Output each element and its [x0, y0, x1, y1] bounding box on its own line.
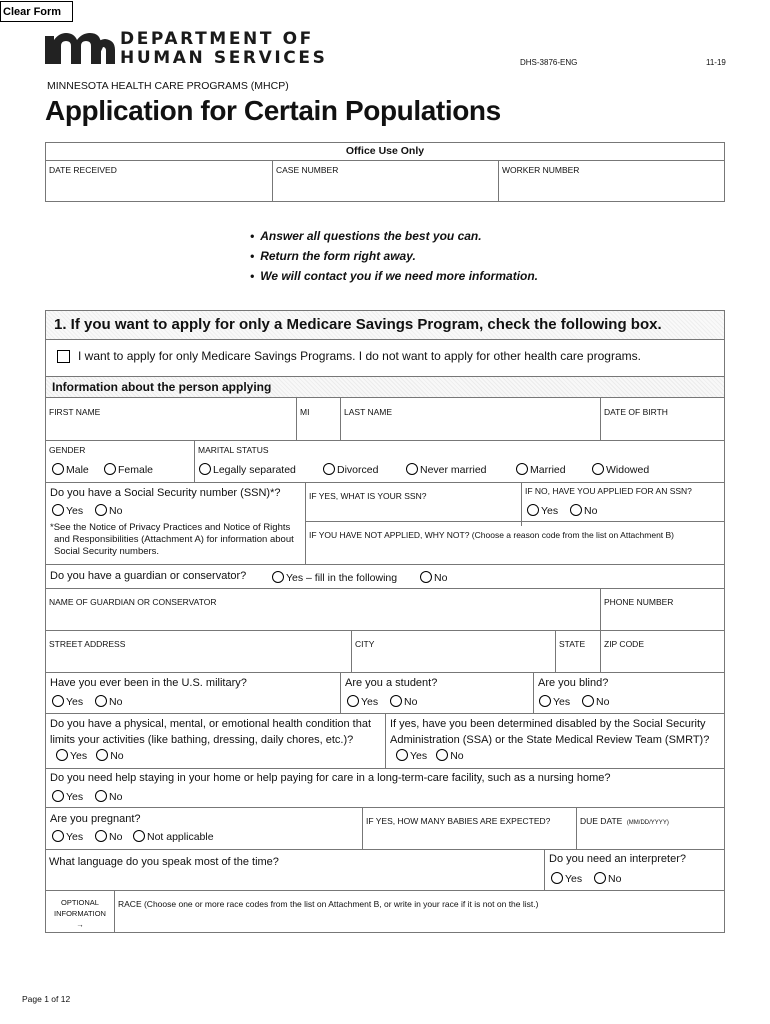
ssn-reason-field[interactable] — [309, 525, 723, 563]
military-no-radio[interactable] — [95, 695, 107, 707]
disabled-yes-radio[interactable] — [396, 749, 408, 761]
guardian-question: Do you have a guardian or conservator? — [50, 570, 247, 582]
guardian-name-field[interactable] — [49, 592, 597, 628]
ssn-yes-option[interactable] — [52, 504, 83, 517]
ltc-yes-option[interactable] — [52, 790, 83, 803]
condition-disability-row — [45, 714, 725, 769]
married-option[interactable] — [516, 463, 566, 476]
info-heading: Information about the person applying — [45, 376, 725, 398]
ssn-number-label: IF YES, WHAT IS YOUR SSN? — [309, 491, 427, 501]
pregnant-na-option[interactable] — [133, 830, 214, 843]
blind-no-option[interactable] — [582, 695, 609, 708]
student-yes-radio[interactable] — [347, 695, 359, 707]
student-yes-label: Yes — [361, 696, 379, 708]
department-name — [120, 30, 327, 68]
legally-separated-label: Legally separated — [213, 464, 296, 476]
guardian-row — [45, 565, 725, 589]
guardian-phone-field[interactable] — [604, 592, 722, 628]
street-address-label: STREET ADDRESS — [49, 639, 126, 649]
case-number-field[interactable] — [272, 161, 498, 202]
disabled-question-text: If yes, have you been determined disabled by the Social Security Administration (SSA) or the State Medical Review Team (SMRT)? — [390, 718, 710, 746]
ssn-applied-yes-option[interactable] — [527, 504, 558, 517]
military-student-blind-row — [45, 673, 725, 714]
street-address-field[interactable] — [49, 634, 349, 670]
page-title: Application for Certain Populations — [45, 95, 501, 126]
ssn-reason-label: IF YOU HAVE NOT APPLIED, WHY NOT? (Choose a reason code from the list on Attachment B) — [309, 530, 675, 540]
condition-no-option[interactable] — [96, 750, 123, 762]
clear-form-button[interactable]: Clear Form — [0, 1, 73, 22]
race-field[interactable] — [118, 894, 722, 930]
military-no-option[interactable] — [95, 695, 122, 708]
state-label: STATE — [559, 639, 586, 649]
male-option[interactable] — [52, 463, 89, 476]
due-date-format: (MM/DD/YYYY) — [626, 820, 669, 826]
date-received-field[interactable] — [46, 161, 272, 202]
pregnant-no-radio[interactable] — [95, 830, 107, 842]
blind-question: Are you blind? — [538, 677, 609, 689]
form-code: DHS-3876-ENG — [520, 58, 578, 67]
married-radio[interactable] — [516, 463, 528, 475]
pregnant-no-label: No — [109, 831, 123, 843]
gender-marital-row — [45, 441, 725, 483]
condition-yes-label: Yes — [70, 750, 88, 762]
ssn-applied-yes-label: Yes — [541, 505, 559, 517]
name-row — [45, 398, 725, 441]
female-radio[interactable] — [104, 463, 116, 475]
student-no-option[interactable] — [390, 695, 417, 708]
student-yes-option[interactable] — [347, 695, 378, 708]
optional-information-label — [49, 897, 111, 930]
state-field[interactable] — [559, 634, 598, 670]
due-date-label: DUE DATE — [580, 816, 623, 826]
language-question: What language do you speak most of the time? — [49, 856, 279, 868]
pregnant-na-radio[interactable] — [133, 830, 145, 842]
never-married-option[interactable] — [406, 463, 487, 476]
section-1-heading: 1. If you want to apply for only a Medicare Savings Program, check the following box. — [45, 310, 725, 340]
condition-no-radio[interactable] — [96, 749, 108, 761]
ssn-yes-label: Yes — [66, 505, 84, 517]
city-field[interactable] — [355, 634, 553, 670]
ssn-applied-no-option[interactable] — [570, 504, 597, 517]
widowed-label: Widowed — [606, 464, 650, 476]
military-no-label: No — [109, 696, 123, 708]
blind-yes-radio[interactable] — [539, 695, 551, 707]
optional-text: OPTIONAL INFORMATION — [54, 898, 106, 918]
department-line-2: HUMAN SERVICES — [120, 48, 328, 68]
pregnancy-row — [45, 808, 725, 850]
department-line-1: DEPARTMENT OF — [120, 29, 314, 49]
condition-yes-radio[interactable] — [56, 749, 68, 761]
ltc-no-label: No — [109, 791, 123, 803]
guardian-yes-option[interactable] — [272, 571, 397, 584]
msp-only-checkbox[interactable] — [57, 350, 70, 363]
pregnant-no-option[interactable] — [95, 830, 122, 843]
student-no-label: No — [404, 696, 418, 708]
guardian-no-radio[interactable] — [420, 571, 432, 583]
male-radio[interactable] — [52, 463, 64, 475]
dhs-logo — [45, 30, 115, 64]
interpreter-yes-label: Yes — [565, 873, 583, 885]
babies-expected-label: IF YES, HOW MANY BABIES ARE EXPECTED? — [366, 816, 551, 826]
military-yes-label: Yes — [66, 696, 84, 708]
ltc-yes-radio[interactable] — [52, 790, 64, 802]
divorced-radio[interactable] — [323, 463, 335, 475]
legally-separated-option[interactable] — [199, 463, 296, 476]
ltc-no-option[interactable] — [95, 790, 122, 803]
ssn-applied-yes-radio[interactable] — [527, 504, 539, 516]
right-arrow-icon: → — [76, 920, 84, 929]
disabled-question — [390, 716, 720, 764]
ssn-number-field[interactable] — [309, 486, 519, 519]
zip-code-field[interactable] — [604, 634, 722, 670]
due-date-field[interactable] — [580, 811, 722, 847]
guardian-phone-label: PHONE NUMBER — [604, 597, 674, 607]
female-option[interactable] — [104, 463, 153, 476]
msp-only-row — [45, 340, 725, 376]
page-number: Page 1 of 12 — [22, 994, 71, 1004]
ssn-notice: *See the Notice of Privacy Practices and Notice of Rights and Responsibilities (Attachment A) for information about Social Security numbers. — [50, 522, 294, 557]
ssn-block — [45, 483, 725, 565]
interpreter-no-label: No — [608, 873, 622, 885]
worker-number-field[interactable] — [498, 161, 724, 202]
form-date: 11-19 — [706, 58, 726, 67]
ssn-applied-label: IF NO, HAVE YOU APPLIED FOR AN SSN? — [525, 486, 692, 496]
ssn-no-option[interactable] — [95, 504, 122, 517]
race-row — [45, 891, 725, 933]
military-yes-option[interactable] — [52, 695, 83, 708]
instruction-item: • Return the form right away. — [250, 246, 538, 266]
last-name-field[interactable] — [344, 402, 598, 438]
male-label: Male — [66, 464, 89, 476]
ssn-applied-no-radio[interactable] — [570, 504, 582, 516]
widowed-radio[interactable] — [592, 463, 604, 475]
disabled-no-label: No — [450, 750, 464, 762]
office-use-box — [45, 142, 725, 202]
blind-yes-label: Yes — [553, 696, 571, 708]
gender-label: GENDER — [49, 445, 86, 455]
ltc-question: Do you need help staying in your home or help paying for care in a long-term-care facility, such as a nursing home? — [50, 772, 611, 784]
city-label: CITY — [355, 639, 375, 649]
blind-no-radio[interactable] — [582, 695, 594, 707]
disabled-no-radio[interactable] — [436, 749, 448, 761]
date-received-label: DATE RECEIVED — [49, 165, 117, 175]
condition-yes-option[interactable] — [56, 750, 87, 762]
babies-expected-field[interactable] — [366, 811, 574, 847]
military-question: Have you ever been in the U.S. military? — [50, 677, 247, 689]
disabled-yes-label: Yes — [410, 750, 428, 762]
divorced-label: Divorced — [337, 464, 379, 476]
ssn-question: Do you have a Social Security number (SSN)*? — [50, 487, 281, 499]
condition-question — [50, 716, 375, 764]
guardian-yes-radio[interactable] — [272, 571, 284, 583]
interpreter-yes-option[interactable] — [551, 872, 582, 885]
pregnant-yes-label: Yes — [66, 831, 84, 843]
disabled-no-option[interactable] — [436, 750, 463, 762]
msp-only-label: I want to apply for only Medicare Savings Programs. I do not want to apply for other health care programs. — [78, 349, 641, 363]
zip-code-label: ZIP CODE — [604, 639, 644, 649]
ltc-yes-label: Yes — [66, 791, 84, 803]
never-married-radio[interactable] — [406, 463, 418, 475]
first-name-field[interactable] — [49, 402, 295, 438]
ssn-no-radio[interactable] — [95, 504, 107, 516]
ltc-no-radio[interactable] — [95, 790, 107, 802]
program-name: MINNESOTA HEALTH CARE PROGRAMS (MHCP) — [47, 80, 289, 92]
guardian-no-option[interactable] — [420, 571, 447, 584]
widowed-option[interactable] — [592, 463, 649, 476]
ssn-applied-no-label: No — [584, 505, 598, 517]
guardian-yes-label: Yes – fill in the following — [286, 572, 398, 584]
ssn-yes-radio[interactable] — [52, 504, 64, 516]
student-no-radio[interactable] — [390, 695, 402, 707]
worker-number-label: WORKER NUMBER — [502, 165, 580, 175]
disabled-yes-option[interactable] — [396, 750, 427, 762]
student-question: Are you a student? — [345, 677, 438, 689]
case-number-label: CASE NUMBER — [276, 165, 339, 175]
divorced-option[interactable] — [323, 463, 378, 476]
blind-yes-option[interactable] — [539, 695, 570, 708]
first-name-label: FIRST NAME — [49, 407, 101, 417]
interpreter-yes-radio[interactable] — [551, 872, 563, 884]
language-row — [45, 850, 725, 891]
language-field[interactable] — [49, 852, 541, 889]
guardian-address-row — [45, 631, 725, 673]
guardian-name-label: NAME OF GUARDIAN OR CONSERVATOR — [49, 597, 217, 607]
guardian-no-label: No — [434, 572, 448, 584]
interpreter-no-option[interactable] — [594, 872, 621, 885]
guardian-name-row — [45, 589, 725, 631]
legally-separated-radio[interactable] — [199, 463, 211, 475]
interpreter-question: Do you need an interpreter? — [549, 853, 686, 865]
instructions-list — [250, 226, 538, 286]
pregnant-na-label: Not applicable — [147, 831, 214, 843]
instruction-item: • Answer all questions the best you can. — [250, 226, 538, 246]
pregnant-yes-option[interactable] — [52, 830, 83, 843]
blind-no-label: No — [596, 696, 610, 708]
military-yes-radio[interactable] — [52, 695, 64, 707]
condition-question-text: Do you have a physical, mental, or emotional health condition that limits your activities (like bathing, dressing, daily chores, etc.)? — [50, 718, 372, 746]
ssn-no-label: No — [109, 505, 123, 517]
race-label: RACE (Choose one or more race codes from the list on Attachment B, or write in your race if it is not on the list.) — [118, 899, 539, 909]
date-of-birth-label: DATE OF BIRTH — [604, 407, 668, 417]
female-label: Female — [118, 464, 154, 476]
pregnant-yes-radio[interactable] — [52, 830, 64, 842]
office-use-heading: Office Use Only — [46, 143, 724, 161]
married-label: Married — [530, 464, 566, 476]
instruction-item: • We will contact you if we need more information. — [250, 266, 538, 286]
never-married-label: Never married — [420, 464, 487, 476]
date-of-birth-field[interactable] — [604, 402, 722, 438]
marital-status-label: MARITAL STATUS — [198, 445, 269, 455]
condition-no-label: No — [110, 750, 124, 762]
long-term-care-row — [45, 769, 725, 808]
pregnant-question: Are you pregnant? — [50, 813, 141, 825]
last-name-label: LAST NAME — [344, 407, 393, 417]
interpreter-no-radio[interactable] — [594, 872, 606, 884]
mi-field[interactable] — [300, 402, 338, 438]
mi-label: MI — [300, 407, 310, 417]
